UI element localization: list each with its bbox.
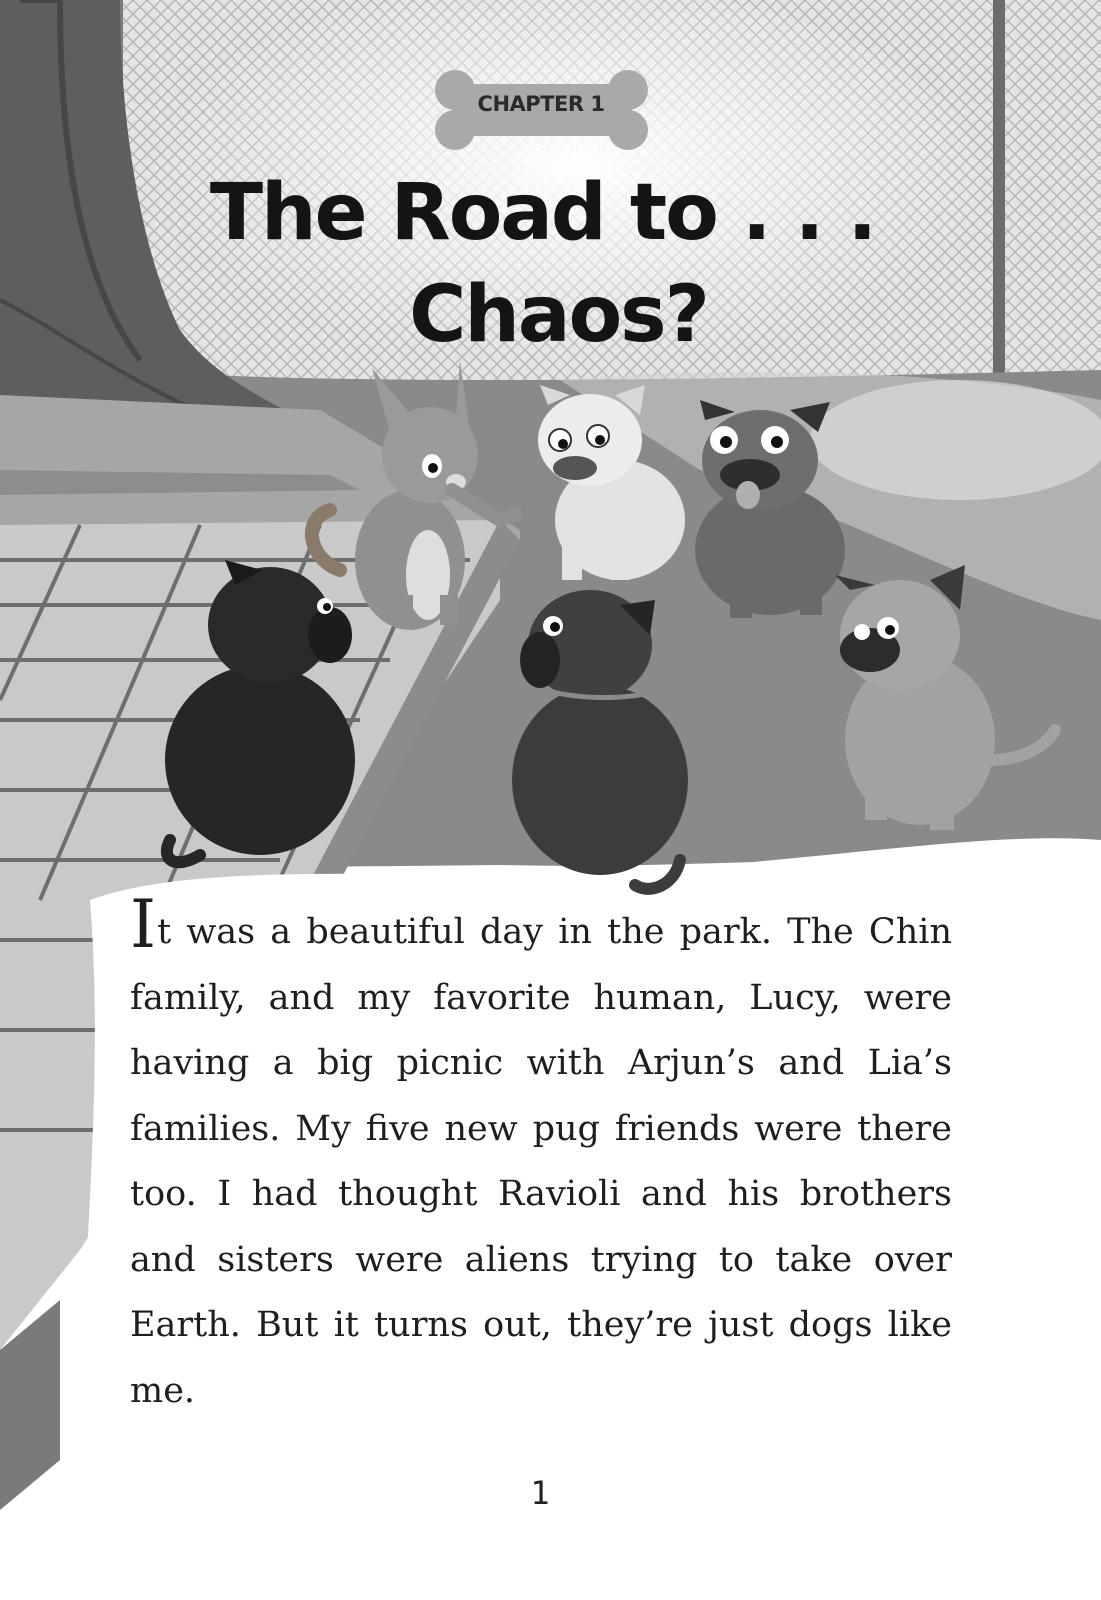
- chapter-title-line-1: The Road to . . .: [209, 168, 876, 258]
- body-text: t was a beautiful day in the park. The Chin family, and my favorite human, Lucy, were having a big picnic with Arjun’s and Lia’s families. My five new pug friends were there too. I had thought Ravioli and his brothers and sisters were aliens trying to take over Earth. But it turns out, they’re just dogs like me.: [130, 912, 952, 1411]
- chapter-label: CHAPTER 1: [477, 92, 605, 116]
- body-paragraph: [130, 886, 952, 1424]
- chapter-title-line-2: Chaos?: [409, 270, 708, 360]
- page-number: 1: [530, 1474, 550, 1512]
- drop-cap: I: [130, 886, 157, 963]
